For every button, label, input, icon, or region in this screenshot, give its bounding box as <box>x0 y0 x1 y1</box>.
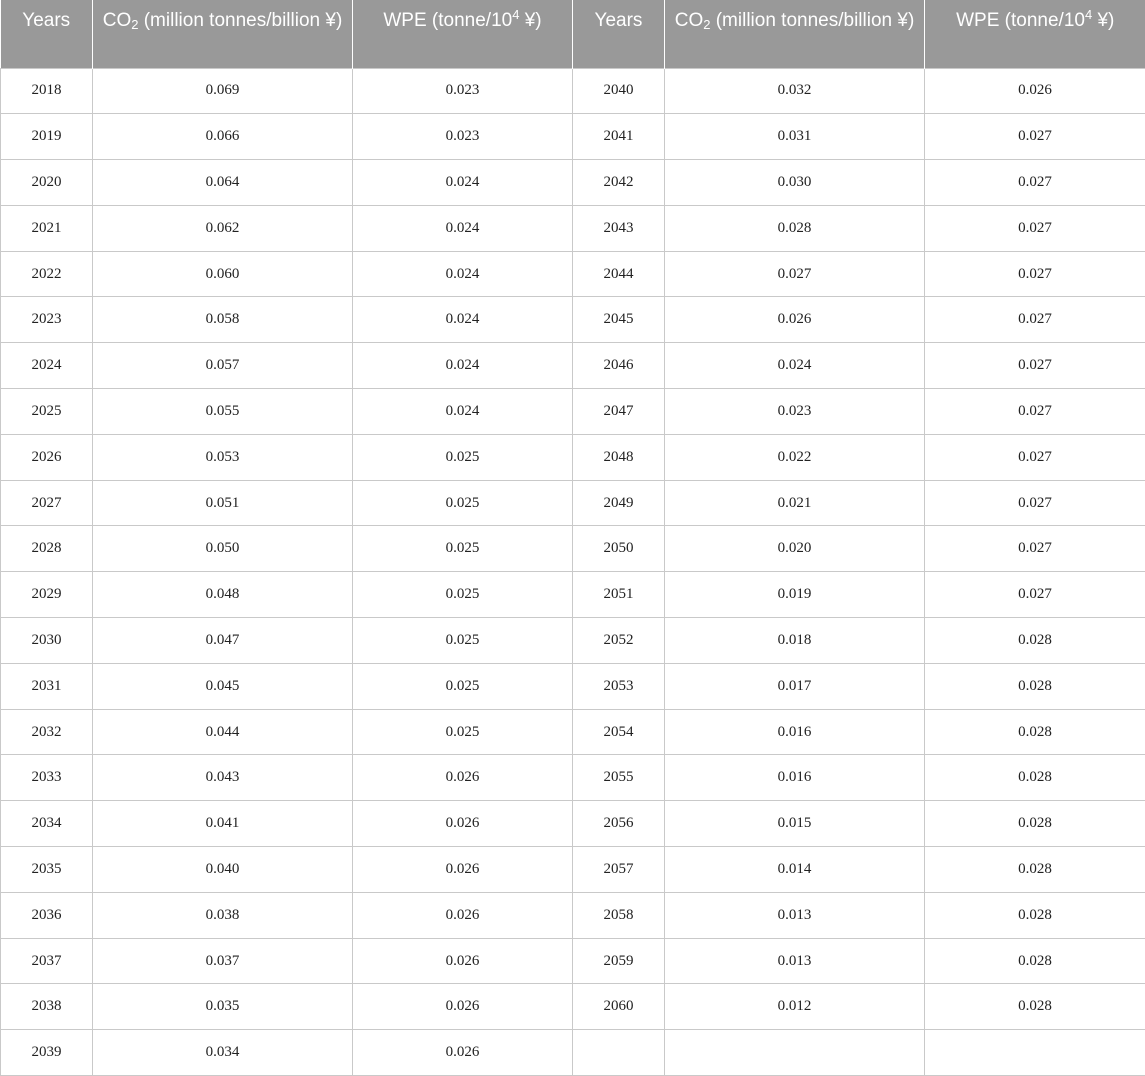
cell-year-2: 2045 <box>573 297 665 343</box>
table-row <box>1 663 1145 709</box>
cell-year-2: 2054 <box>573 709 665 755</box>
cell-wpe: 0.025 <box>353 526 573 572</box>
cell-year: 2020 <box>1 160 93 206</box>
header-co2-main: CO <box>103 10 132 31</box>
cell-co2: 0.058 <box>93 297 353 343</box>
cell-year: 2027 <box>1 480 93 526</box>
table-row <box>1 343 1145 389</box>
cell-wpe-2: 0.028 <box>925 938 1145 984</box>
cell-co2-2: 0.031 <box>665 114 925 160</box>
cell-co2-2: 0.027 <box>665 251 925 297</box>
cell-year: 2028 <box>1 526 93 572</box>
cell-wpe-2: 0.028 <box>925 618 1145 664</box>
header-wpe-2 <box>925 0 1145 68</box>
cell-wpe: 0.025 <box>353 709 573 755</box>
table-row <box>1 434 1145 480</box>
table-header <box>1 0 1145 68</box>
cell-year: 2038 <box>1 984 93 1030</box>
cell-co2-2: 0.030 <box>665 160 925 206</box>
cell-wpe-2: 0.027 <box>925 389 1145 435</box>
header-years-label: Years <box>7 0 87 32</box>
cell-year: 2030 <box>1 618 93 664</box>
cell-co2-2: 0.023 <box>665 389 925 435</box>
cell-year: 2036 <box>1 892 93 938</box>
cell-co2: 0.038 <box>93 892 353 938</box>
cell-co2: 0.055 <box>93 389 353 435</box>
cell-co2: 0.043 <box>93 755 353 801</box>
cell-wpe-2 <box>925 1030 1145 1076</box>
cell-wpe-2: 0.027 <box>925 526 1145 572</box>
cell-year: 2034 <box>1 801 93 847</box>
cell-co2: 0.060 <box>93 251 353 297</box>
cell-wpe-2: 0.028 <box>925 984 1145 1030</box>
cell-year-2: 2059 <box>573 938 665 984</box>
table-row <box>1 160 1145 206</box>
header-years-2 <box>573 0 665 68</box>
cell-year-2: 2044 <box>573 251 665 297</box>
table-row <box>1 847 1145 893</box>
header-co2-2 <box>665 0 925 68</box>
table-row <box>1 618 1145 664</box>
cell-co2: 0.045 <box>93 663 353 709</box>
cell-co2: 0.062 <box>93 205 353 251</box>
table-row <box>1 938 1145 984</box>
cell-wpe-2: 0.028 <box>925 801 1145 847</box>
cell-wpe-2: 0.027 <box>925 160 1145 206</box>
cell-wpe: 0.024 <box>353 160 573 206</box>
cell-year: 2029 <box>1 572 93 618</box>
cell-year-2: 2058 <box>573 892 665 938</box>
header-wpe-superscript: 4 <box>512 7 519 22</box>
cell-co2-2: 0.022 <box>665 434 925 480</box>
cell-co2: 0.066 <box>93 114 353 160</box>
cell-wpe: 0.024 <box>353 205 573 251</box>
header-wpe-unit: ¥) <box>519 10 541 31</box>
cell-wpe-2: 0.027 <box>925 251 1145 297</box>
cell-co2-2: 0.019 <box>665 572 925 618</box>
cell-year: 2021 <box>1 205 93 251</box>
cell-year: 2037 <box>1 938 93 984</box>
cell-co2-2: 0.021 <box>665 480 925 526</box>
cell-year: 2035 <box>1 847 93 893</box>
cell-wpe-2: 0.027 <box>925 572 1145 618</box>
cell-wpe-2: 0.028 <box>925 709 1145 755</box>
cell-wpe: 0.026 <box>353 755 573 801</box>
cell-co2: 0.053 <box>93 434 353 480</box>
cell-co2: 0.035 <box>93 984 353 1030</box>
header-co2-2-subscript: 2 <box>703 17 710 32</box>
cell-co2-2: 0.020 <box>665 526 925 572</box>
cell-year: 2026 <box>1 434 93 480</box>
cell-co2-2: 0.016 <box>665 709 925 755</box>
cell-wpe: 0.026 <box>353 938 573 984</box>
table-row <box>1 251 1145 297</box>
cell-co2: 0.048 <box>93 572 353 618</box>
cell-co2-2: 0.026 <box>665 297 925 343</box>
cell-year: 2018 <box>1 68 93 114</box>
cell-wpe: 0.024 <box>353 389 573 435</box>
cell-year-2: 2053 <box>573 663 665 709</box>
cell-year-2: 2052 <box>573 618 665 664</box>
cell-year-2: 2042 <box>573 160 665 206</box>
header-years-2-label: Years <box>579 0 658 32</box>
cell-wpe-2: 0.027 <box>925 343 1145 389</box>
cell-co2-2: 0.012 <box>665 984 925 1030</box>
table-row <box>1 480 1145 526</box>
table-row <box>1 205 1145 251</box>
cell-year: 2019 <box>1 114 93 160</box>
header-wpe-2-superscript: 4 <box>1085 7 1092 22</box>
cell-year-2: 2055 <box>573 755 665 801</box>
cell-co2: 0.057 <box>93 343 353 389</box>
cell-wpe-2: 0.027 <box>925 434 1145 480</box>
cell-year-2: 2041 <box>573 114 665 160</box>
cell-wpe-2: 0.027 <box>925 297 1145 343</box>
cell-year-2: 2057 <box>573 847 665 893</box>
cell-wpe-2: 0.028 <box>925 755 1145 801</box>
cell-wpe: 0.025 <box>353 618 573 664</box>
header-wpe-main: WPE (tonne/10 <box>383 10 512 31</box>
cell-wpe-2: 0.027 <box>925 114 1145 160</box>
cell-wpe: 0.024 <box>353 343 573 389</box>
table-row <box>1 297 1145 343</box>
header-co2-subscript: 2 <box>131 17 138 32</box>
cell-wpe: 0.026 <box>353 892 573 938</box>
table-row <box>1 68 1145 114</box>
cell-co2: 0.050 <box>93 526 353 572</box>
cell-wpe: 0.026 <box>353 847 573 893</box>
table-row <box>1 1030 1145 1076</box>
cell-wpe-2: 0.027 <box>925 480 1145 526</box>
cell-year-2: 2048 <box>573 434 665 480</box>
cell-year: 2022 <box>1 251 93 297</box>
cell-co2: 0.047 <box>93 618 353 664</box>
cell-co2-2: 0.014 <box>665 847 925 893</box>
cell-year: 2025 <box>1 389 93 435</box>
cell-year-2: 2056 <box>573 801 665 847</box>
cell-co2-2: 0.024 <box>665 343 925 389</box>
cell-co2-2: 0.013 <box>665 892 925 938</box>
cell-wpe: 0.026 <box>353 1030 573 1076</box>
cell-co2: 0.034 <box>93 1030 353 1076</box>
cell-wpe: 0.025 <box>353 434 573 480</box>
cell-wpe-2: 0.028 <box>925 663 1145 709</box>
cell-year-2: 2050 <box>573 526 665 572</box>
table-row <box>1 892 1145 938</box>
cell-wpe: 0.026 <box>353 801 573 847</box>
cell-year-2: 2047 <box>573 389 665 435</box>
cell-co2-2: 0.018 <box>665 618 925 664</box>
cell-year: 2032 <box>1 709 93 755</box>
cell-wpe-2: 0.026 <box>925 68 1145 114</box>
table-row <box>1 984 1145 1030</box>
header-row <box>1 0 1145 68</box>
cell-year-2: 2051 <box>573 572 665 618</box>
header-co2-unit: (million tonnes/billion ¥) <box>138 10 342 31</box>
cell-year-2: 2049 <box>573 480 665 526</box>
cell-co2: 0.069 <box>93 68 353 114</box>
cell-year: 2023 <box>1 297 93 343</box>
table-row <box>1 114 1145 160</box>
header-wpe <box>353 0 573 68</box>
cell-co2-2: 0.013 <box>665 938 925 984</box>
cell-co2-2: 0.032 <box>665 68 925 114</box>
cell-co2-2: 0.028 <box>665 205 925 251</box>
cell-year: 2039 <box>1 1030 93 1076</box>
table-body <box>1 68 1145 1076</box>
header-co2 <box>93 0 353 68</box>
cell-wpe: 0.024 <box>353 297 573 343</box>
cell-year: 2024 <box>1 343 93 389</box>
cell-year-2 <box>573 1030 665 1076</box>
cell-wpe: 0.023 <box>353 68 573 114</box>
cell-wpe-2: 0.028 <box>925 847 1145 893</box>
cell-wpe: 0.023 <box>353 114 573 160</box>
cell-wpe: 0.025 <box>353 572 573 618</box>
cell-co2: 0.051 <box>93 480 353 526</box>
table-row <box>1 389 1145 435</box>
header-co2-2-unit: (million tonnes/billion ¥) <box>710 10 914 31</box>
cell-co2-2: 0.016 <box>665 755 925 801</box>
cell-co2-2 <box>665 1030 925 1076</box>
cell-year-2: 2046 <box>573 343 665 389</box>
cell-co2-2: 0.015 <box>665 801 925 847</box>
header-wpe-2-main: WPE (tonne/10 <box>956 10 1085 31</box>
cell-year-2: 2043 <box>573 205 665 251</box>
table-row <box>1 801 1145 847</box>
cell-co2: 0.041 <box>93 801 353 847</box>
cell-year-2: 2060 <box>573 984 665 1030</box>
table-row <box>1 572 1145 618</box>
header-co2-2-main: CO <box>675 10 704 31</box>
cell-wpe: 0.024 <box>353 251 573 297</box>
cell-year-2: 2040 <box>573 68 665 114</box>
table-row <box>1 526 1145 572</box>
cell-wpe: 0.025 <box>353 663 573 709</box>
cell-year: 2033 <box>1 755 93 801</box>
cell-co2: 0.037 <box>93 938 353 984</box>
cell-year: 2031 <box>1 663 93 709</box>
header-years <box>1 0 93 68</box>
cell-wpe: 0.025 <box>353 480 573 526</box>
cell-co2: 0.064 <box>93 160 353 206</box>
cell-co2: 0.040 <box>93 847 353 893</box>
cell-wpe-2: 0.027 <box>925 205 1145 251</box>
cell-wpe-2: 0.028 <box>925 892 1145 938</box>
cell-co2-2: 0.017 <box>665 663 925 709</box>
header-wpe-2-unit: ¥) <box>1092 10 1114 31</box>
cell-co2: 0.044 <box>93 709 353 755</box>
cell-wpe: 0.026 <box>353 984 573 1030</box>
table-row <box>1 755 1145 801</box>
table-row <box>1 709 1145 755</box>
